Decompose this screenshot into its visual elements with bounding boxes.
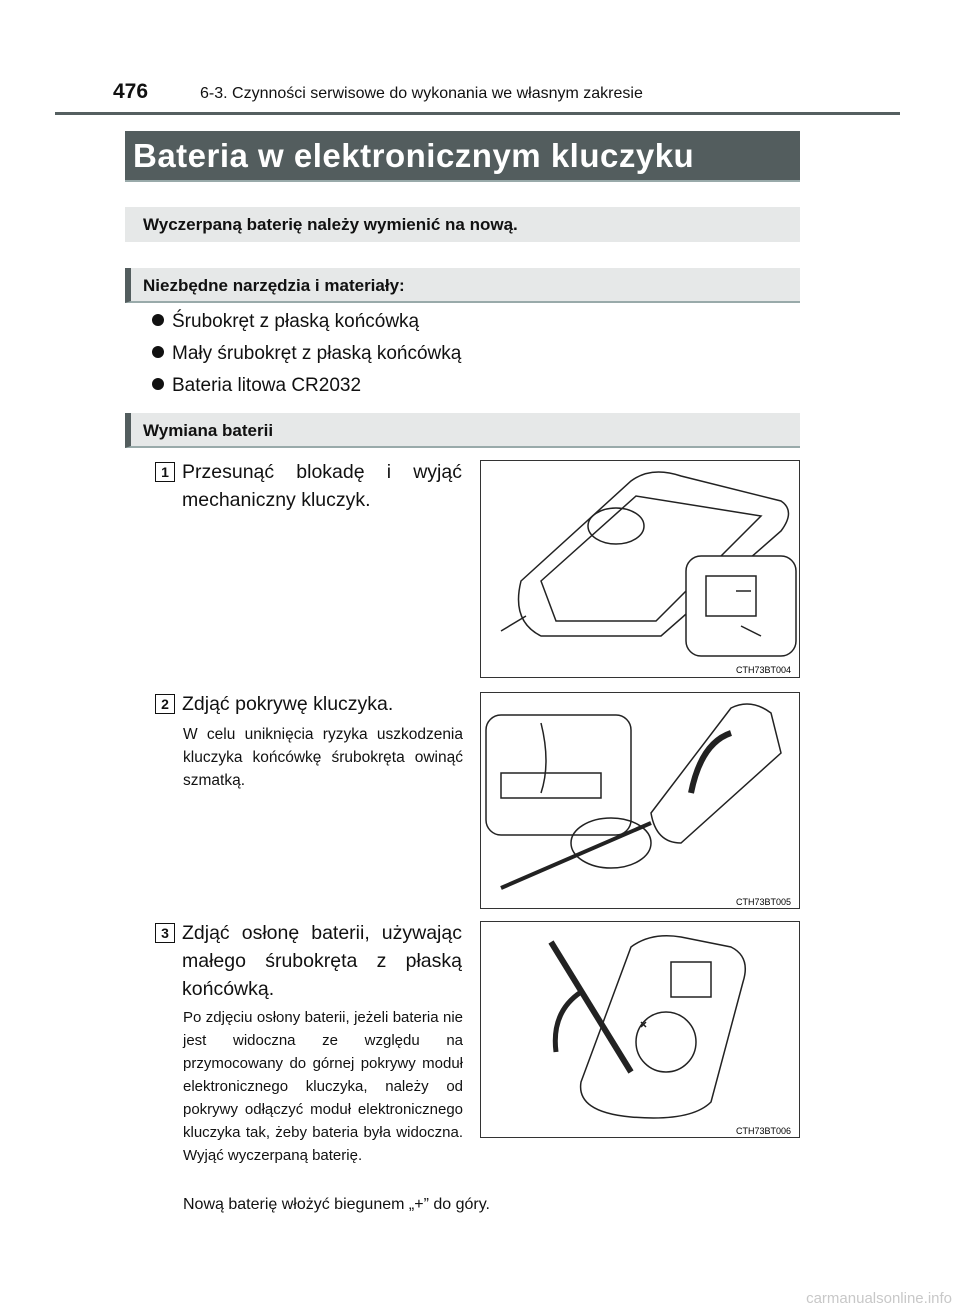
battery-removal-icon	[481, 922, 799, 1137]
key-slide-lock-icon	[481, 461, 799, 677]
step-note: Po zdjęciu osłony baterii, jeżeli bateria nie jest widoczna ze względu na przymocowany do górnej pokrywy moduł elektronicznego kluczyka, należy od pokrywy odłączyć moduł elektronicznego kluczyka tak, żeby bateria była widoczna. Wyjąć wyczerpaną baterię.	[183, 1009, 463, 1164]
replacement-heading: Wymiana baterii	[125, 413, 800, 448]
step-text: Zdjąć osłonę baterii, używając małego śrubokręta z płaską końcówką.	[182, 922, 462, 1000]
step-number: 2	[155, 694, 175, 714]
step-text: Zdjąć pokrywę kluczyka.	[182, 693, 394, 715]
step-note-polarity: Nową baterię włożyć biegunem „+” do góry.	[183, 1196, 490, 1213]
tool-item	[152, 343, 461, 365]
step-text: Przesunąć blokadę i wyjąć mechaniczny kluczyk.	[182, 461, 462, 511]
bullet-icon	[152, 346, 164, 358]
header-rule	[55, 112, 900, 115]
intro-box: Wyczerpaną baterię należy wymienić na nową.	[125, 207, 800, 242]
key-cover-removal-icon	[481, 693, 799, 908]
tool-label: Śrubokręt z płaską końcówką	[172, 311, 420, 332]
image-code: CTH73BT005	[736, 897, 792, 907]
image-code: CTH73BT006	[736, 1126, 792, 1136]
step-number: 3	[155, 923, 175, 943]
tools-heading: Niezbędne narzędzia i materiały:	[125, 268, 800, 303]
key-illustration-2	[480, 692, 800, 909]
step-note: W celu uniknięcia ryzyka uszkodzenia kluczyka końcówkę śrubokręta owinąć szmatką.	[183, 726, 463, 789]
bullet-icon	[152, 378, 164, 390]
page-title: Bateria w elektronicznym kluczyku	[125, 131, 800, 182]
tool-label: Mały śrubokręt z płaską końcówką	[172, 343, 462, 364]
bullet-icon	[152, 314, 164, 326]
tool-item	[152, 311, 419, 333]
image-code: CTH73BT004	[736, 665, 792, 675]
page-number: 476	[113, 80, 149, 103]
section-header: 6-3. Czynności serwisowe do wykonania we własnym zakresie	[200, 85, 643, 102]
step-number: 1	[155, 462, 175, 482]
tool-item	[152, 375, 361, 397]
watermark: carmanualsonline.info	[806, 1290, 952, 1307]
tool-label: Bateria litowa CR2032	[172, 375, 362, 396]
key-illustration-3	[480, 921, 800, 1138]
key-illustration-1	[480, 460, 800, 678]
